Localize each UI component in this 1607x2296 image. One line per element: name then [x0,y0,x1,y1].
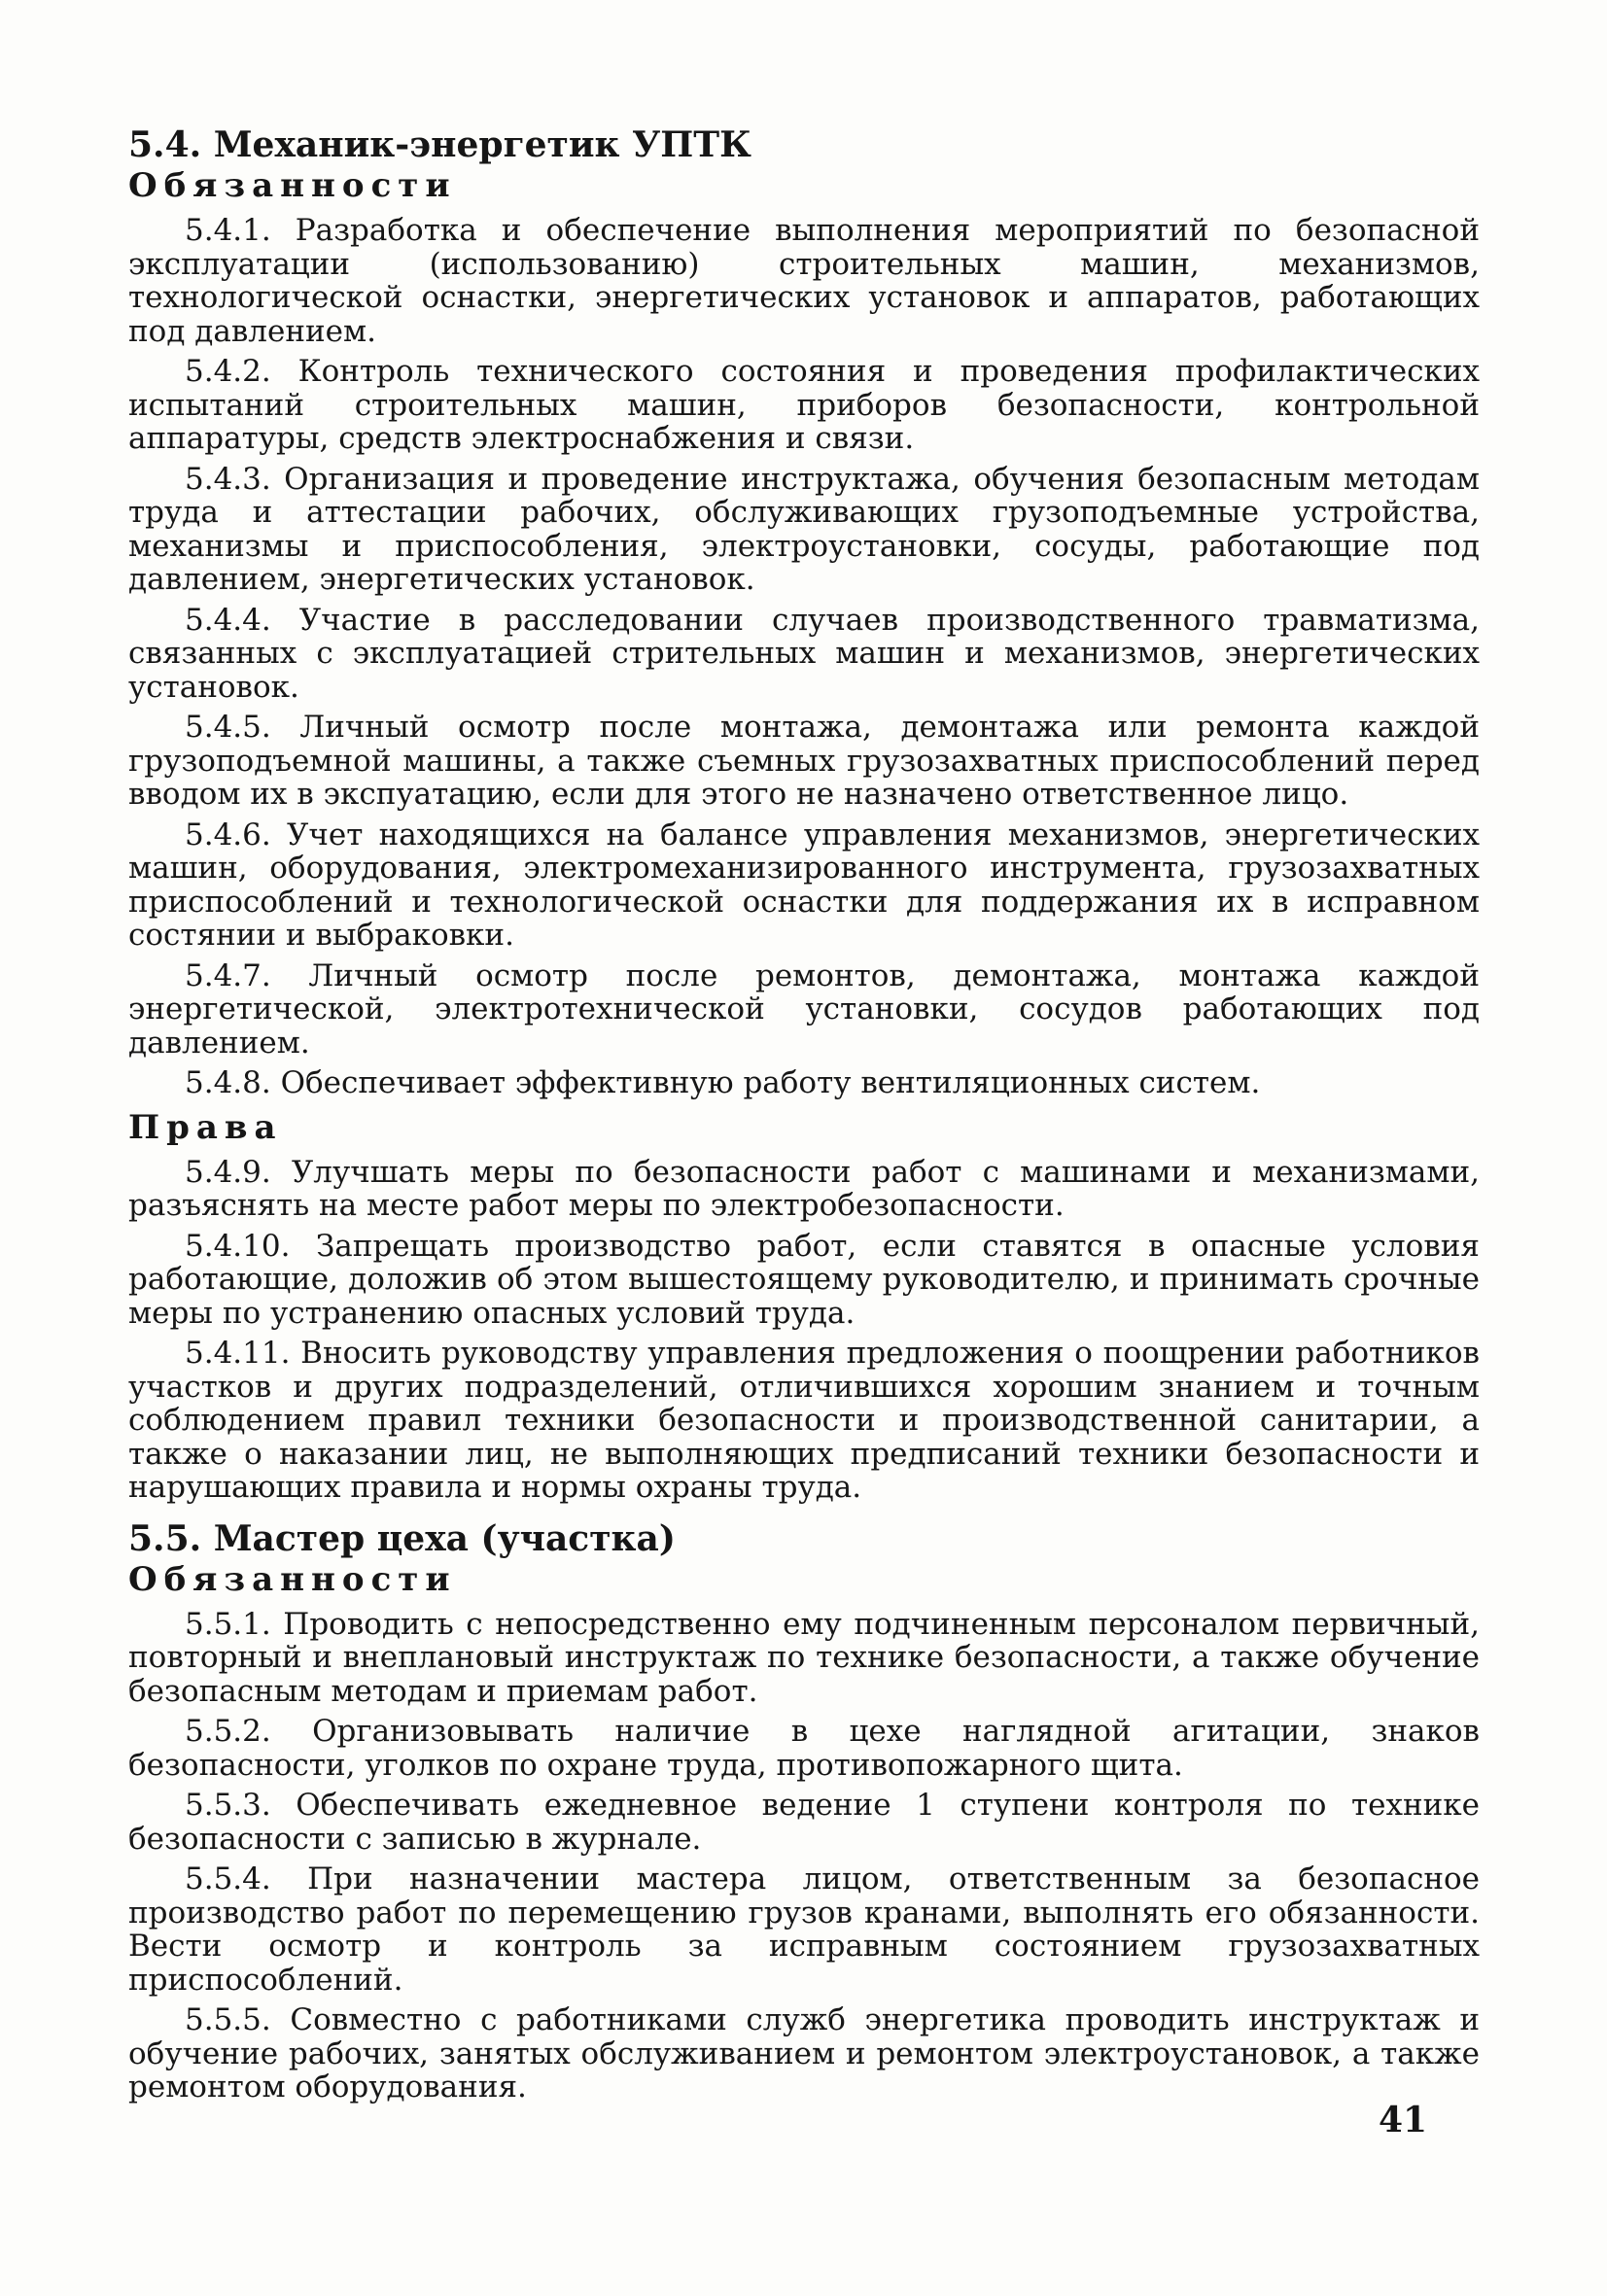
section-5-4-rights-heading: Права [128,1107,283,1147]
paragraph-5-4-1: 5.4.1. Разработка и обеспечение выполнения мероприятий по безопасной эксплуатации (использованию) строительных машин, механизмов, технологической оснастки, энергетических установок и аппаратов, работающих под давлением. [128,213,1480,349]
section-5-4 [128,124,1480,1505]
paragraph-5-4-11: 5.4.11. Вносить руководству управления предложения о поощрении работников участков и других подразделений, отличившихся хорошим знанием и точным соблюдением правил техники безопасности и производственной санитарии, а также о наказании лиц, не выполняющих предписаний техники безопасности и нарушающих правила и нормы охраны труда. [128,1336,1480,1505]
paragraph-5-4-5: 5.4.5. Личный осмотр после монтажа, демонтажа или ремонта каждой грузоподъемной машины, а также съемных грузозахватных приспособлений перед вводом их в экспуатацию, если для этого не назначено ответственное лицо. [128,710,1480,812]
paragraph-5-5-3: 5.5.3. Обеспечивать ежедневное ведение 1 ступени контроля по технике безопасности с записью в журнале. [128,1788,1480,1857]
section-5-5-duties-heading: Обязанности [128,1559,457,1599]
paragraph-5-5-2: 5.5.2. Организовывать наличие в цехе наглядной агитации, знаков безопасности, уголков по охране труда, противопожарного щита. [128,1714,1480,1783]
paragraph-5-4-8: 5.4.8. Обеспечивает эффективную работу вентиляционных систем. [185,1065,1261,1100]
section-5-4-duties-heading: Обязанности [128,166,457,205]
section-5-5 [128,1518,1480,2105]
paragraph-5-4-4: 5.4.4. Участие в расследовании случаев производственного травматизма, связанных с эксплуатацией стрительных машин и механизмов, энергетических установок. [128,602,1480,705]
paragraph-5-4-7: 5.4.7. Личный осмотр после ремонтов, демонтажа, монтажа каждой энергетической, электротехнической установки, сосудов работающих под давлением. [128,957,1480,1061]
paragraph-5-4-2: 5.4.2. Контроль технического состояния и проведения профилактических испытаний строительных машин, приборов безопасности, контрольной аппаратуры, средств электроснабжения и связи. [128,354,1480,456]
page-number: 41 [1379,2100,1428,2140]
paragraph-5-5-4: 5.5.4. При назначении мастера лицом, ответственным за безопасное производство работ по перемещению грузов кранами, выполнять его обязанности. Вести осмотр и контроль за исправным состоянием грузозахватных приспособлений. [128,1861,1480,1998]
paragraph-5-5-5: 5.5.5. Совместно с работниками служб энергетика проводить инструктаж и обучение рабочих, занятых обслуживанием и ремонтом электроустановок, а также ремонтом оборудования. [128,2002,1480,2105]
paragraph-5-4-3: 5.4.3. Организация и проведение инструктажа, обучения безопасным методам труда и аттестации рабочих, обслуживающих грузоподъемные устройства, механизмы и приспособления, электроустановки, сосуды, работающие под давлением, энергетических установок. [128,461,1480,597]
paragraph-5-4-9: 5.4.9. Улучшать меры по безопасности работ с машинами и механизмами, разъяснять на месте работ меры по электробезопасности. [128,1154,1480,1223]
section-5-5-title: 5.5. Мастер цеха (участка) [128,1517,676,1559]
paragraph-5-4-10: 5.4.10. Запрещать производство работ, если ставятся в опасные условия работающие, доложив об этом вышестоящему руководителю, и принимать срочные меры по устранению опасных условий труда. [128,1228,1480,1331]
paragraph-5-4-6: 5.4.6. Учет находящихся на балансе управления механизмов, энергетических машин, оборудования, электромеханизированного инструмента, грузозахватных приспособлений и технологической оснастки для поддержания их в исправном состянии и выбраковки. [128,817,1480,953]
section-5-4-title: 5.4. Механик-энергетик УПТК [128,124,751,165]
page-content [128,124,1480,2118]
paragraph-5-5-1: 5.5.1. Проводить с непосредственно ему подчиненным персоналом первичный, повторный и внеплановый инструктаж по технике безопасности, а также обучение безопасным методам и приемам работ. [128,1606,1480,1709]
